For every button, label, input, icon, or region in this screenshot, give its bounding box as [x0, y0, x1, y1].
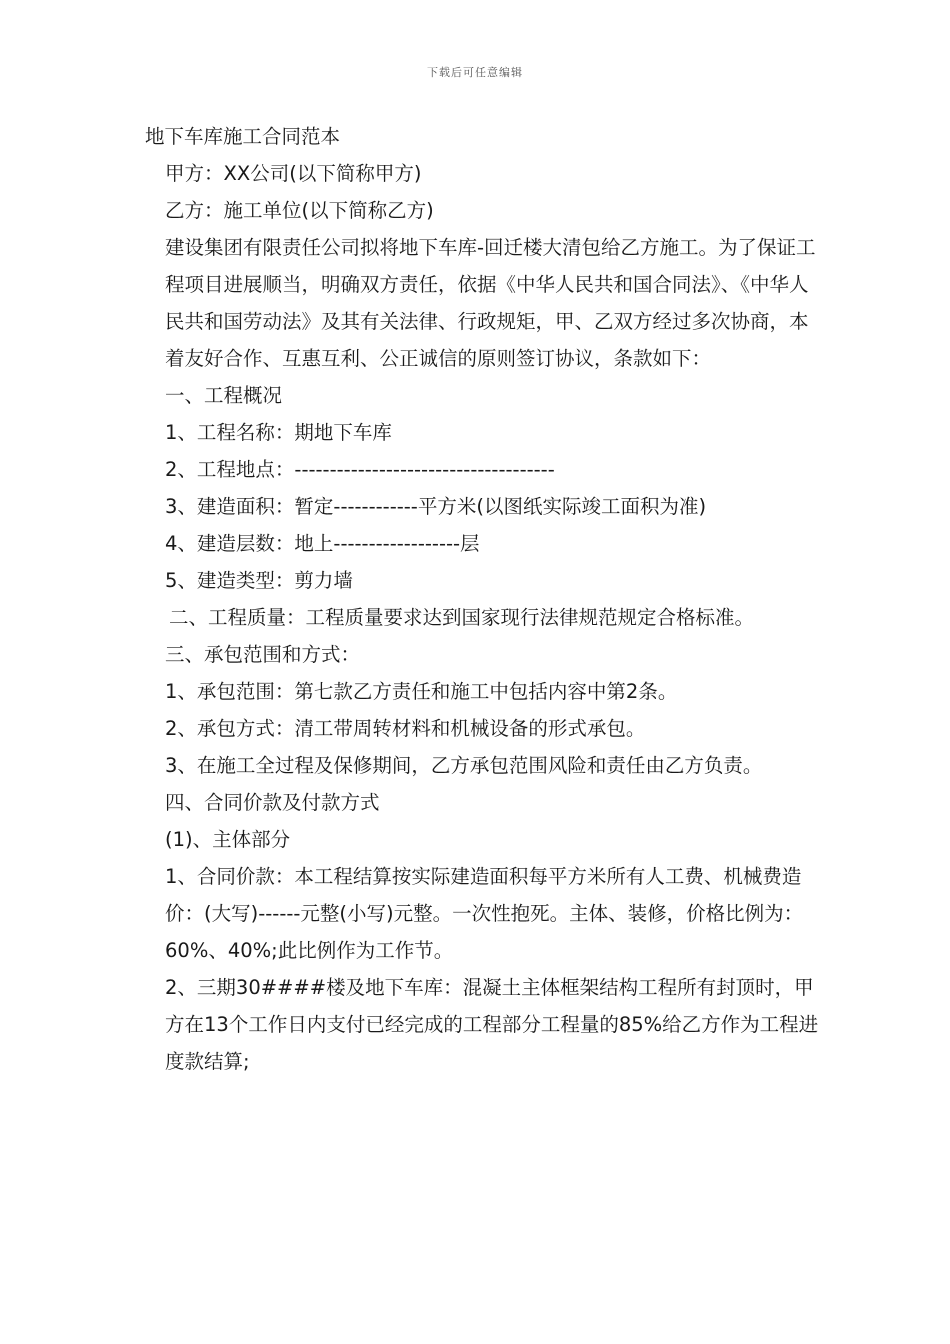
section-1-item: 4、建造层数：地上------------------层	[165, 532, 480, 555]
section-1-heading: 一、工程概况	[165, 384, 283, 407]
section-1-item: 5、建造类型：剪力墙	[165, 569, 353, 592]
section-4-item: 2、三期30####楼及地下车库：混凝土主体框架结构工程所有封顶时，甲方在13个工作日内支付已经完成的工程部分工程量的85%给乙方作为工程进度款结算;	[165, 976, 819, 1073]
section-1-item: 1、工程名称：期地下车库	[165, 421, 392, 444]
party-a: 甲方：XX公司(以下简称甲方)	[165, 162, 422, 185]
intro-paragraph	[145, 229, 825, 377]
party-b: 乙方：施工单位(以下简称乙方)	[165, 199, 434, 222]
section-3-heading: 三、承包范围和方式：	[165, 643, 361, 666]
intro-text: 建设集团有限责任公司拟将地下车库-回迁楼大清包给乙方施工。为了保证工程项目进展顺当，明确双方责任，依据《中华人民共和国合同法》、《中华人民共和国劳动法》及其有关法律、行政规矩，甲、乙双方经过多次协商，本着友好合作、互惠互利、公正诚信的原则签订协议，条款如下：	[165, 236, 816, 370]
section-4-item: 1、合同价款：本工程结算按实际建造面积每平方米所有人工费、机械费造价：(大写)------元整(小写)元整。一次性抱死。主体、装修，价格比例为：60%、40%;此比例作为工作节。	[165, 865, 804, 962]
document-title: 地下车库施工合同范本	[145, 125, 341, 148]
section-4-heading: 四、合同价款及付款方式	[165, 791, 380, 814]
section-4-subheading: (1)、主体部分	[165, 828, 291, 851]
document-body	[145, 118, 825, 1080]
header-note: 下载后可任意编辑	[427, 66, 523, 79]
section-3-item: 3、在施工全过程及保修期间，乙方承包范围风险和责任由乙方负责。	[165, 754, 763, 777]
section-1-item: 3、建造面积：暂定------------平方米(以图纸实际竣工面积为准)	[165, 495, 707, 518]
section-2-paragraph: 二、工程质量：工程质量要求达到国家现行法律规范规定合格标准。	[169, 606, 755, 629]
section-1-item: 2、工程地点：-------------------------------------	[165, 458, 555, 481]
section-3-item: 2、承包方式：清工带周转材料和机械设备的形式承包。	[165, 717, 646, 740]
section-3-item: 1、承包范围：第七款乙方责任和施工中包括内容中第2条。	[165, 680, 678, 703]
